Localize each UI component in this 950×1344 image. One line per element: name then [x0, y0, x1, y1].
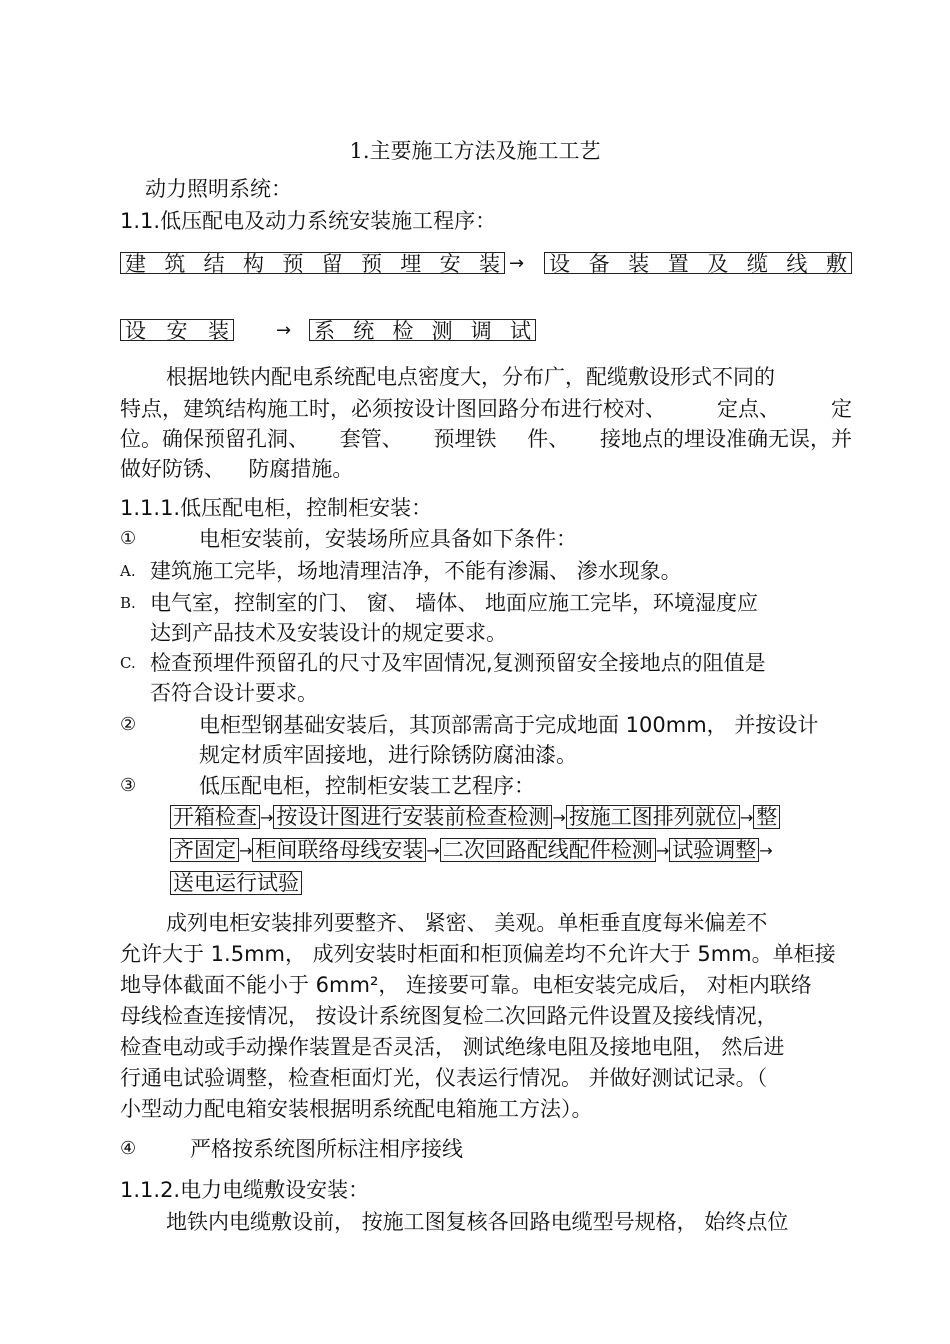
itemC-line-2: 否符合设计要求。	[150, 681, 318, 705]
para1-line-2	[120, 396, 852, 422]
flow1-char: 安	[166, 319, 188, 343]
flow1-char: 埋	[400, 252, 422, 276]
para1-line-4-seg-1: 做好防锈、	[120, 457, 225, 481]
para1-line-4-seg-2: 防腐措施。	[248, 457, 354, 481]
flow2-arrow: →	[239, 841, 253, 860]
flow1-char: 设	[125, 319, 146, 343]
flow1-char: 预	[360, 252, 382, 276]
flow1-char: 留	[321, 252, 343, 276]
flow2-line-3	[170, 870, 302, 896]
page-title: 1.主要施工方法及施工工艺	[349, 139, 601, 163]
heading-1-1-1: 1.1.1.低压配电柜，控制柜安装：	[120, 496, 433, 520]
para1-line-3	[120, 426, 852, 452]
para1-line-3-seg-3: 预埋铁	[433, 427, 497, 451]
flow2-arrow: →	[759, 841, 773, 860]
flow1-char: 筑	[164, 252, 186, 276]
para1-line-2-seg-1: 特点，建筑结构施工时，必须按设计图回路分布进行校对、	[120, 397, 666, 421]
item2-marker: ②	[120, 714, 137, 735]
para2-line-4: 母线检查连接情况， 按设计系统图复检二次回路元件设置及接线情况，	[120, 1004, 778, 1028]
flow2-step-align-part1: 整	[753, 805, 780, 829]
flow1-arrow-1: →	[509, 253, 525, 274]
flow2-line-1	[170, 804, 780, 831]
flow2-step-power-on: 送电运行试验	[170, 871, 302, 895]
flow1-char: 线	[786, 252, 808, 276]
flow2-step-precheck: 按设计图进行安装前检查检测	[273, 805, 552, 829]
flow1-char: 统	[353, 319, 375, 343]
flow2-step-secondary-wiring: 二次回路配线配件检测	[440, 838, 656, 862]
flow1-char: 设	[549, 252, 570, 276]
flow2-arrow: →	[552, 808, 566, 827]
itemA-marker: A.	[120, 562, 136, 580]
itemA-text: 建筑施工完毕，场地清理洁净，不能有渗漏、 渗水现象。	[150, 559, 682, 583]
item4-marker: ④	[120, 1138, 137, 1159]
flow1-char: 备	[588, 252, 610, 276]
flow1-char: 测	[431, 319, 453, 343]
itemC-marker: C.	[120, 654, 136, 672]
flow2-step-test-adjust: 试验调整	[669, 838, 759, 862]
flow1-char: 装	[628, 252, 650, 276]
section-power-heading: 动力照明系统：	[145, 177, 292, 201]
item3-text: 低压配电柜，控制柜安装工艺程序：	[199, 774, 535, 798]
para2-line-5: 检查电动或手动操作装置是否灵活， 测试绝缘电阻及接地电阻， 然后进	[120, 1035, 785, 1059]
itemC-line-1: 检查预埋件预留孔的尺寸及牢固情况,复测预留安全接地点的阻值是	[150, 651, 766, 675]
heading-1-1: 1.1.低压配电及动力系统安装施工程序：	[120, 209, 497, 233]
flow2-step-unpack: 开箱检查	[170, 805, 260, 829]
itemB-marker: B.	[120, 594, 136, 612]
flow1-char: 安	[439, 252, 461, 276]
flow2-arrow: →	[426, 841, 440, 860]
flow1-box-install	[120, 319, 234, 341]
item2-line-2: 规定材质牢固接地，进行除锈防腐油漆。	[199, 743, 577, 767]
flow1-char: 调	[470, 319, 492, 343]
item1-text: 电柜安装前，安装场所应具备如下条件：	[199, 527, 577, 551]
flow2-arrow: →	[655, 841, 670, 860]
para1-line-2-seg-3: 定	[831, 397, 852, 421]
flow1-char: 缆	[746, 252, 768, 276]
itemB-line-2: 达到产品技术及安装设计的规定要求。	[150, 621, 507, 645]
flow1-box-test	[309, 319, 536, 341]
flow1-char: 置	[667, 252, 689, 276]
flow1-char: 建	[125, 252, 146, 276]
item3-marker: ③	[120, 775, 137, 796]
para2-line-2: 允许大于 1.5mm， 成列安装时柜面和柜顶偏差均不允许大于 5mm。单柜接	[120, 942, 836, 966]
flow1-char: 装	[208, 319, 229, 343]
flow1-char: 检	[392, 319, 414, 343]
para1-line-1: 根据地铁内配电系统配电点密度大，分布广，配缆敷设形式不同的	[166, 365, 775, 389]
heading-1-1-2: 1.1.2.电力电缆敷设安装：	[120, 1178, 370, 1202]
flow1-char: 系	[314, 319, 335, 343]
para3-line-1: 地铁内电缆敷设前， 按施工图复核各回路电缆型号规格， 始终点位	[166, 1210, 789, 1234]
itemB-line-1: 电气室，控制室的门、 窗、 墙体、 地面应施工完毕，环境湿度应	[150, 591, 759, 615]
flow1-char: 构	[242, 252, 264, 276]
para1-line-3-seg-5: 接地点的埋设准确无误，并	[600, 427, 852, 451]
item4-text: 严格按系统图所标注相序接线	[190, 1137, 463, 1161]
flow1-char: 装	[478, 252, 500, 276]
flow2-step-arrange: 按施工图排列就位	[566, 805, 740, 829]
flow1-char: 及	[707, 252, 729, 276]
para2-line-3: 地导体截面不能小于 6mm²， 连接要可靠。电柜安装完成后， 对柜内联络	[120, 973, 812, 997]
flow2-step-align-part2: 齐固定	[170, 838, 239, 862]
flow2-line-2	[170, 837, 773, 864]
para1-line-3-seg-2: 套管、	[339, 427, 403, 451]
item1-marker: ①	[120, 528, 137, 549]
para1-line-3-seg-4: 件、	[527, 427, 570, 451]
para1-line-3-seg-1: 位。确保预留孔洞、	[120, 427, 309, 451]
flow2-arrow: →	[739, 808, 754, 827]
flow1-box-structure	[120, 252, 505, 274]
flow1-arrow-2: →	[276, 320, 292, 341]
para2-line-1: 成列电柜安装排列要整齐、 紧密、 美观。单柜垂直度每米偏差不	[166, 911, 768, 935]
flow1-char: 结	[203, 252, 225, 276]
flow2-step-busbar: 柜间联络母线安装	[252, 838, 426, 862]
flow2-arrow: →	[260, 808, 274, 827]
item2-line-1: 电柜型钢基础安装后，其顶部需高于完成地面 100mm， 并按设计	[199, 713, 819, 737]
flow1-char: 预	[282, 252, 304, 276]
flow1-char: 试	[509, 319, 531, 343]
para1-line-2-seg-2: 定点、	[717, 397, 780, 421]
flow1-box-equipment	[544, 252, 852, 274]
para2-line-6: 行通电试验调整，检查柜面灯光，仪表运行情况。 并做好测试记录。（	[120, 1066, 768, 1090]
para1-line-4	[120, 456, 353, 482]
flow1-char: 敷	[825, 252, 847, 276]
para2-line-7: 小型动力配电箱安装根据明系统配电箱施工方法）。	[120, 1097, 593, 1121]
